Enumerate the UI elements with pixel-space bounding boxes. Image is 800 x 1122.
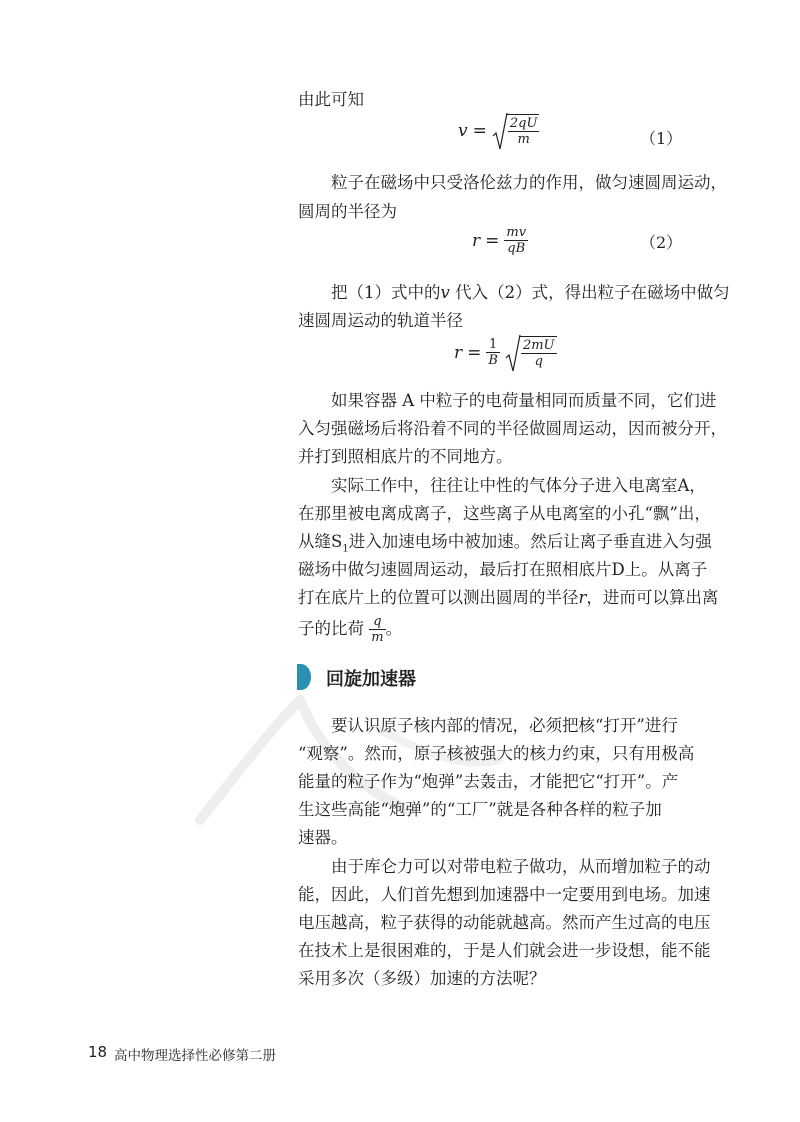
para4-line3-end: 进入加速电场中被加速。然后让离子垂直进入匀强 <box>348 532 712 551</box>
intro-text: 由此可知 <box>298 90 364 109</box>
para4-line5-start: 打在底片上的位置可以测出圆周的半径 <box>298 588 579 607</box>
section-title: 回旋加速器 <box>326 669 416 690</box>
para6-line2: 能，因此，人们首先想到加速器中一定要用到电场。加速 <box>298 885 711 904</box>
eq2-number: （2） <box>640 233 683 252</box>
equation-3 <box>454 336 557 369</box>
eq1-sqrt <box>492 114 540 147</box>
para4-line3 <box>298 531 712 560</box>
para4-line2: 在那里被电离成离子，这些离子从电离室的小孔“飘”出， <box>298 504 711 523</box>
para4-line6 <box>298 614 402 645</box>
eq2-lhs: r <box>472 230 481 251</box>
eq3-coef-numerator: 1 <box>489 337 498 352</box>
para4-line5-end: ，进而可以算出离 <box>586 588 719 607</box>
eq1-number: （1） <box>640 129 683 148</box>
charge-mass-ratio-fraction <box>369 614 385 645</box>
para6-line1: 由于库仑力可以对带电粒子做功，从而增加粒子的动 <box>331 857 711 876</box>
eq3-sqrt <box>505 336 557 369</box>
eq3-lhs: r <box>454 342 463 363</box>
radical-sign-icon <box>492 112 508 152</box>
ratio-denominator: m <box>371 630 384 645</box>
page-number: 18 <box>88 1043 108 1061</box>
eq3-rad-denominator: q <box>521 353 557 369</box>
eq1-equals: = <box>472 120 487 141</box>
ratio-numerator: q <box>373 614 382 629</box>
para4-line6-start: 子的比荷 <box>298 619 364 638</box>
para4-line4: 磁场中做匀速圆周运动，最后打在照相底片D上。从离子 <box>298 560 708 579</box>
eq3-rad-numerator: 2mU <box>522 338 555 353</box>
para4-line1: 实际工作中，往往让中性的气体分子进入电离室A， <box>331 476 706 495</box>
para6-line5: 采用多次（多级）加速的方法呢？ <box>298 969 546 988</box>
para5-line1: 要认识原子核内部的情况，必须把核“打开”进行 <box>331 716 678 735</box>
section-marker-icon <box>297 664 311 690</box>
para1-line2: 圆周的半径为 <box>298 202 397 221</box>
eq2-numerator: mv <box>506 225 527 240</box>
para3-line3: 并打到照相底片的不同地方。 <box>298 447 513 466</box>
radical-sign-icon <box>505 334 521 374</box>
para6-line3: 电压越高，粒子获得的动能就越高。然而产生过高的电压 <box>298 913 711 932</box>
book-title: 高中物理选择性必修第二册 <box>114 1048 276 1064</box>
para2-line1-end: 代入（2）式，得出粒子在磁场中做匀 <box>449 283 730 302</box>
para3-line2: 入匀强磁场后将沿着不同的半径做圆周运动，因而被分开， <box>298 419 727 438</box>
para5-line3: 能量的粒子作为“炮弹”去轰击，才能把它“打开”。产 <box>298 772 679 791</box>
eq2-equals: = <box>485 230 500 251</box>
para4-line5 <box>298 587 718 609</box>
eq3-equals: = <box>467 342 482 363</box>
para5-line2: “观察”。然而，原子核被强大的核力约束，只有用极高 <box>298 744 695 763</box>
equation-1 <box>458 114 539 147</box>
para2-line2: 速圆周运动的轨道半径 <box>298 311 463 330</box>
para5-line5: 速器。 <box>298 828 348 847</box>
para1-line1: 粒子在磁场中只受洛伦兹力的作用，做匀速圆周运动， <box>331 173 727 192</box>
para4-slit-label: 从缝S <box>298 532 343 551</box>
para2-line1 <box>331 282 730 304</box>
equation-2 <box>472 225 528 256</box>
eq1-rad-numerator: 2qU <box>509 116 538 131</box>
para2-symbol-v: v <box>440 283 450 302</box>
eq1-lhs: v <box>458 120 468 141</box>
eq1-rad-denominator: m <box>508 131 540 147</box>
para2-line1-start: 把（1）式中的 <box>331 283 441 302</box>
para4-symbol-r: r <box>578 588 587 607</box>
eq2-denominator: qB <box>504 240 528 256</box>
para4-slit-subscript: 1 <box>342 543 349 555</box>
para3-line1: 如果容器 A 中粒子的电荷量相同而质量不同，它们进 <box>331 391 717 410</box>
eq3-coef-denominator: B <box>488 353 498 368</box>
para6-line4: 在技术上是很困难的，于是人们就会进一步设想，能不能 <box>298 941 711 960</box>
para4-line6-end: 。 <box>385 619 403 638</box>
para5-line4: 生这些高能“炮弹”的“工厂”就是各种各样的粒子加 <box>298 800 662 819</box>
